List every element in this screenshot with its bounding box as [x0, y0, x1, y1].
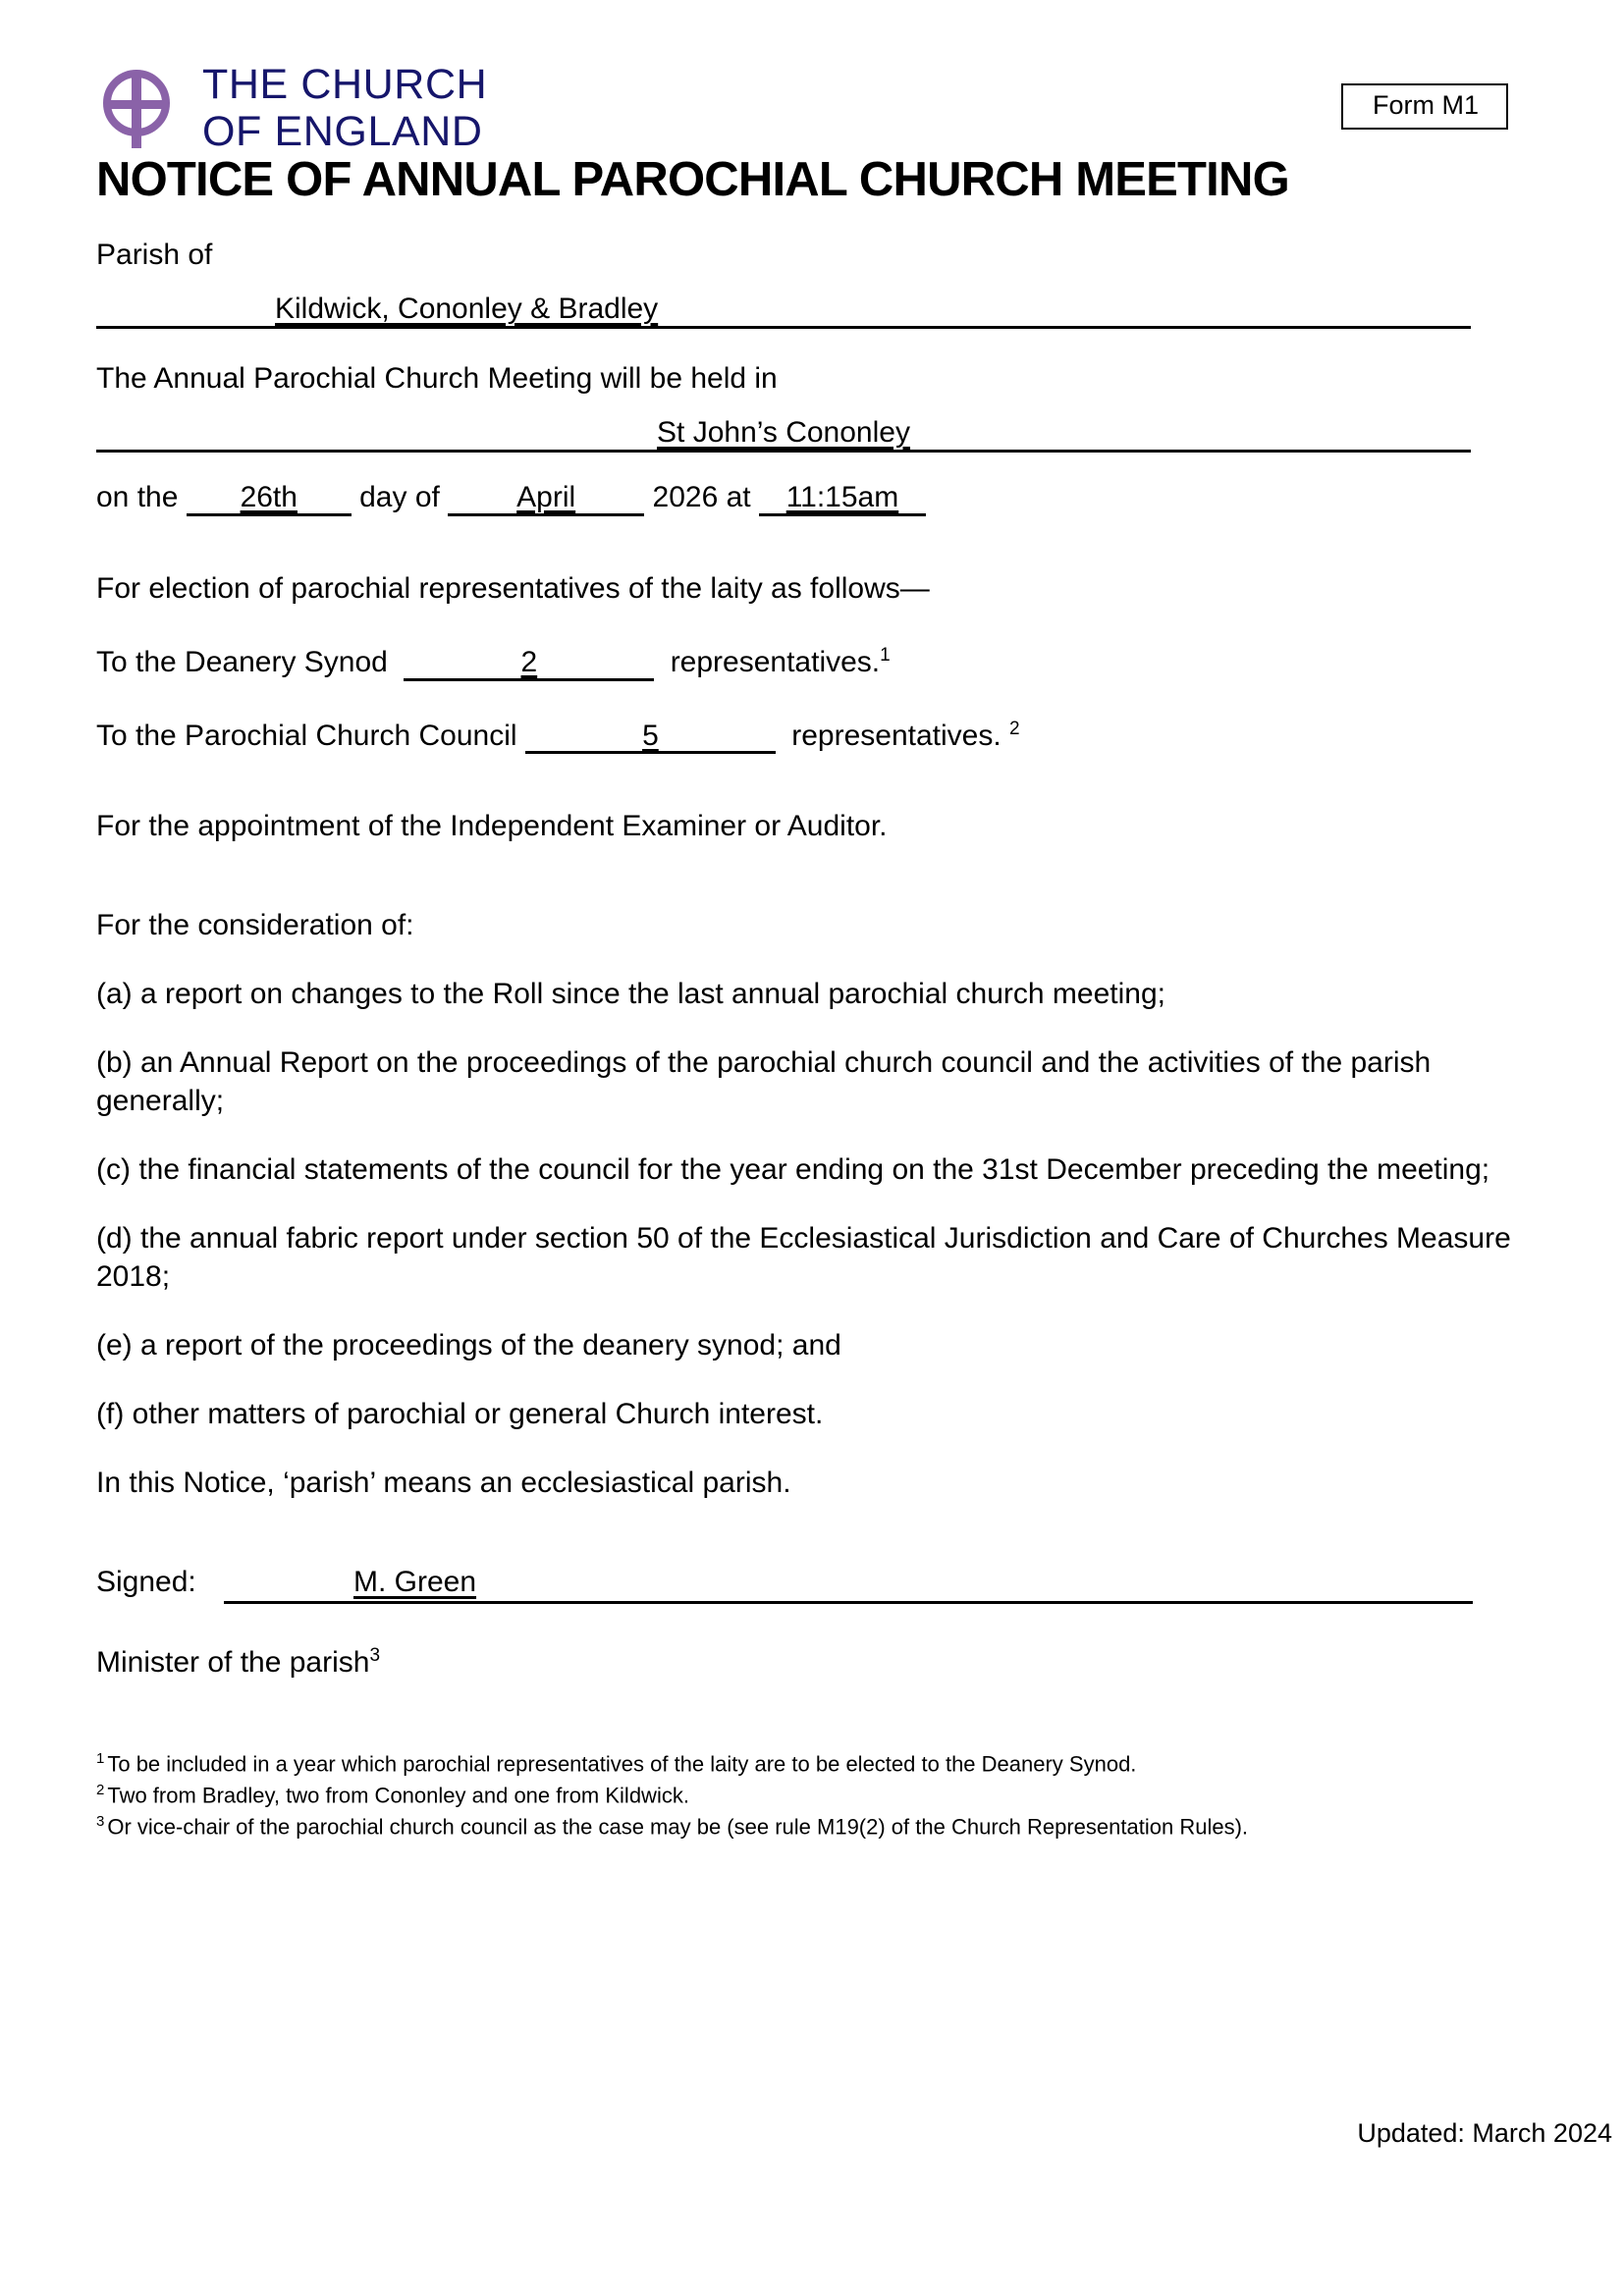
parish-field[interactable]	[96, 278, 1471, 329]
footnote-3	[96, 1811, 1471, 1842]
logo-wordmark	[202, 61, 487, 155]
deanery-synod-label: To the Deanery Synod	[96, 646, 388, 679]
document-body	[96, 0, 1520, 1842]
day-value: 26th	[240, 481, 298, 514]
document-header	[96, 0, 1520, 156]
month-field[interactable]	[448, 482, 644, 516]
consideration-item-b: (b) an Annual Report on the proceedings of the parochial church council and the activities of the parish generally;	[96, 1046, 1432, 1118]
consideration-item-a: (a) a report on changes to the Roll since the last annual parochial church meeting;	[96, 978, 1165, 1011]
consideration-heading: For the consideration of:	[96, 909, 414, 942]
church-of-england-logo	[96, 61, 487, 155]
pcc-count: 5	[642, 719, 659, 752]
deanery-synod-suffix: representatives.	[670, 646, 881, 679]
deanery-synod-count: 2	[520, 646, 538, 679]
pcc-footnote-marker: 2	[1009, 718, 1020, 739]
form-reference-box: Form M1	[1341, 83, 1508, 130]
venue-label: The Annual Parochial Church Meeting will be held in	[96, 362, 778, 396]
footnote-3-marker: 3	[96, 1812, 105, 1830]
datetime-prefix: on the	[96, 481, 179, 514]
signature-field[interactable]	[96, 1553, 1520, 1604]
footnote-1-text: To be included in a year which parochial representatives of the laity are to be elected to the Deanery Synod.	[107, 1751, 1137, 1777]
footnote-3-text: Or vice-chair of the parochial church council as the case may be (see rule M19(2) of the Church Representation Rules).	[107, 1813, 1249, 1839]
appointment-paragraph: For the appointment of the Independent Examiner or Auditor.	[96, 810, 888, 843]
logo-wordmark-line1: THE CHURCH	[202, 61, 488, 108]
pcc-row	[96, 719, 1520, 755]
day-field[interactable]	[187, 482, 352, 516]
page-title: NOTICE OF ANNUAL PAROCHIAL CHURCH MEETING	[96, 153, 1289, 206]
consideration-item-d: (d) the annual fabric report under section 50 of the Ecclesiastical Jurisdiction and Care of Churches Measure 2018;	[96, 1222, 1511, 1294]
time-value: 11:15am	[785, 481, 899, 514]
logo-wordmark-line2: OF ENGLAND	[202, 108, 483, 156]
pcc-label: To the Parochial Church Council	[96, 719, 517, 752]
footnote-2	[96, 1780, 1471, 1811]
minister-role-footnote-marker: 3	[369, 1645, 381, 1667]
church-of-england-cross-circle-icon	[96, 66, 181, 150]
signature-label: Signed:	[96, 1566, 196, 1599]
signature-name: M. Green	[353, 1566, 477, 1599]
parish-definition: In this Notice, ‘parish’ means an ecclesiastical parish.	[96, 1467, 791, 1500]
consideration-item-c: (c) the financial statements of the council for the year ending on the 31st December preceding the meeting;	[96, 1153, 1490, 1187]
deanery-synod-count-field[interactable]	[404, 647, 654, 681]
minister-role	[96, 1645, 1520, 1680]
parish-label: Parish of	[96, 239, 213, 272]
datetime-mid: day of	[359, 481, 440, 514]
month-value: April	[516, 481, 576, 514]
deanery-synod-row	[96, 645, 1520, 681]
deanery-synod-footnote-marker: 1	[880, 645, 891, 667]
footnotes	[96, 1748, 1471, 1842]
venue-value: St John’s Cononley	[657, 416, 910, 450]
pcc-suffix: representatives.	[791, 719, 1001, 752]
datetime-year-prefix: 2026 at	[652, 481, 751, 514]
consideration-item-f: (f) other matters of parochial or general Church interest.	[96, 1398, 824, 1431]
minister-role-label: Minister of the parish	[96, 1646, 370, 1680]
footnote-1	[96, 1748, 1471, 1780]
footnote-2-text: Two from Bradley, two from Cononley and one from Kildwick.	[107, 1783, 689, 1808]
pcc-count-field[interactable]	[525, 721, 776, 755]
time-field[interactable]	[759, 482, 926, 516]
footnote-1-marker: 1	[96, 1750, 105, 1768]
parish-value: Kildwick, Cononley & Bradley	[275, 293, 659, 326]
footnote-2-marker: 2	[96, 1782, 105, 1798]
consideration-item-e: (e) a report of the proceedings of the deanery synod; and	[96, 1329, 841, 1362]
meeting-datetime-line	[96, 478, 1520, 516]
election-intro: For election of parochial representatives of the laity as follows—	[96, 572, 930, 606]
document-footer: Updated: March 2024	[1357, 2118, 1612, 2148]
venue-field[interactable]	[96, 401, 1471, 453]
